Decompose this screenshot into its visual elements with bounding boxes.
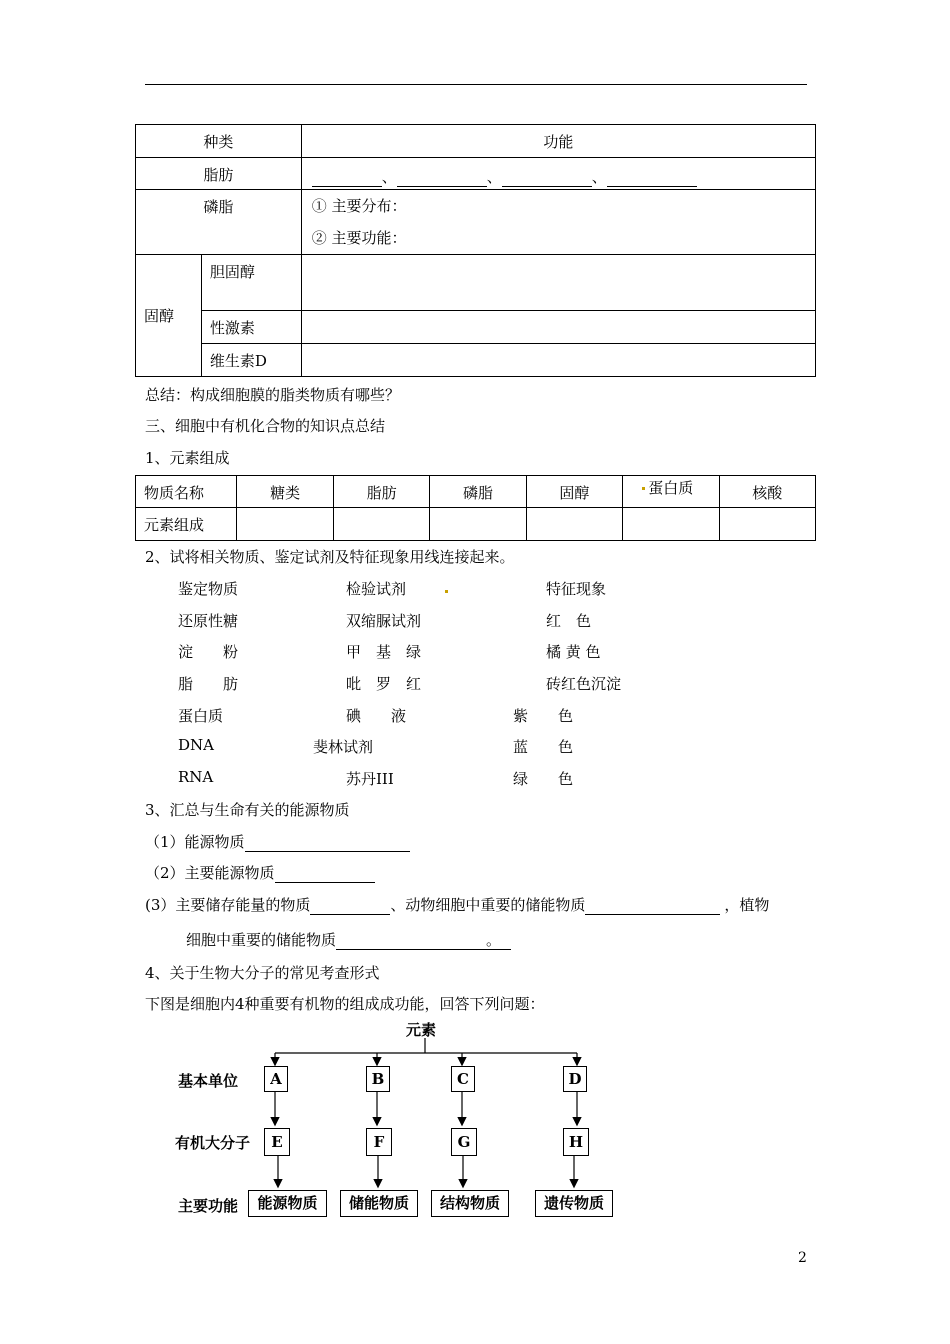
th-phospholipid: 磷脂 — [430, 476, 526, 508]
reagent: 甲 基 绿 — [346, 643, 422, 661]
row-elements: 元素组成 — [136, 508, 237, 541]
sep: 、 — [381, 168, 397, 186]
sep: 、 — [591, 168, 607, 186]
macro-e: E — [264, 1128, 290, 1156]
unit-d: D — [563, 1066, 587, 1092]
unit-c: C — [451, 1066, 475, 1092]
fat-label: 脂肪 — [136, 158, 302, 190]
substance: 还原性糖 — [178, 612, 239, 630]
th-nucleic: 核酸 — [719, 476, 816, 508]
col-kind: 种类 — [136, 125, 302, 158]
function-line: ② 主要功能： — [311, 229, 407, 247]
q4-intro: 下图是细胞内4种重要有机物的组成成功能，回答下列问题： — [145, 995, 545, 1013]
q3-l3c: ，植物 — [724, 896, 770, 914]
col-function: 功能 — [301, 125, 815, 158]
phenomenon: 橘 黄 色 — [546, 643, 601, 661]
substance: RNA — [178, 768, 214, 786]
function-energy: 能源物质 — [248, 1190, 327, 1217]
reagent: 斐林试剂 — [313, 738, 374, 756]
distribution-line: ① 主要分布： — [311, 197, 407, 215]
q3-l3a: (3）主要储存能量的物质 — [145, 896, 311, 914]
phenomenon: 绿 色 — [513, 770, 574, 788]
q3-l3b: 、动物细胞中重要的储能物质 — [390, 896, 586, 914]
th-substance: 物质名称 — [136, 476, 237, 508]
q2-title: 2、试将相关物质、鉴定试剂及特征现象用线连接起来。 — [145, 548, 515, 566]
substance: 脂 肪 — [178, 675, 239, 693]
q3-l1-text: （1）能源物质 — [145, 833, 245, 851]
match-col2: 检验试剂 — [346, 580, 407, 598]
th-sugar: 糖类 — [237, 476, 333, 508]
phospholipid-label: 磷脂 — [136, 190, 302, 255]
function-genetic: 遗传物质 — [535, 1190, 613, 1217]
function-structure: 结构物质 — [431, 1190, 509, 1217]
sterol-label: 固醇 — [136, 255, 202, 377]
summary: 总结：构成细胞膜的脂类物质有哪些？ — [145, 386, 401, 404]
substance: DNA — [178, 736, 214, 754]
label-basic-unit: 基本单位 — [178, 1072, 239, 1090]
th-sterol: 固醇 — [526, 476, 622, 508]
q3-l4end: 。 — [486, 931, 502, 949]
page-number: 2 — [798, 1250, 807, 1266]
reagent: 吡 罗 红 — [346, 675, 422, 693]
sep: 、 — [486, 168, 502, 186]
label-main-function: 主要功能 — [178, 1197, 239, 1215]
macro-h: H — [563, 1128, 589, 1156]
th-fat: 脂肪 — [333, 476, 429, 508]
phenomenon: 蓝 色 — [513, 738, 574, 756]
reagent: 碘 液 — [346, 707, 407, 725]
phenomenon: 红 色 — [546, 612, 592, 630]
substance: 蛋白质 — [178, 707, 224, 725]
q1-title: 1、元素组成 — [145, 449, 230, 467]
reagent: 苏丹III — [346, 770, 394, 788]
q3-l2-text: （2）主要能源物质 — [145, 864, 275, 882]
q3-title: 3、汇总与生命有关的能源物质 — [145, 801, 350, 819]
q3-l4: 细胞中重要的储能物质 — [186, 931, 337, 949]
cholesterol-label: 胆固醇 — [201, 255, 301, 311]
th-protein: 蛋白质 — [623, 476, 719, 508]
match-col1: 鉴定物质 — [178, 580, 239, 598]
macro-g: G — [451, 1128, 477, 1156]
unit-a: A — [264, 1066, 288, 1092]
substance: 淀 粉 — [178, 643, 239, 661]
q4-title: 4、关于生物大分子的常见考查形式 — [145, 964, 380, 982]
vitamin-d-label: 维生素D — [201, 344, 301, 377]
phenomenon: 砖红色沉淀 — [546, 675, 622, 693]
unit-b: B — [366, 1066, 390, 1092]
macro-f: F — [366, 1128, 392, 1156]
phenomenon: 紫 色 — [513, 707, 574, 725]
sex-hormone-label: 性激素 — [201, 311, 301, 344]
match-col3: 特征现象 — [546, 580, 607, 598]
diagram-root: 元素 — [406, 1021, 437, 1039]
reagent: 双缩脲试剂 — [346, 612, 422, 630]
label-macromolecule: 有机大分子 — [175, 1134, 251, 1152]
section-3-title: 三、细胞中有机化合物的知识点总结 — [145, 417, 386, 435]
function-storage: 储能物质 — [340, 1190, 418, 1217]
